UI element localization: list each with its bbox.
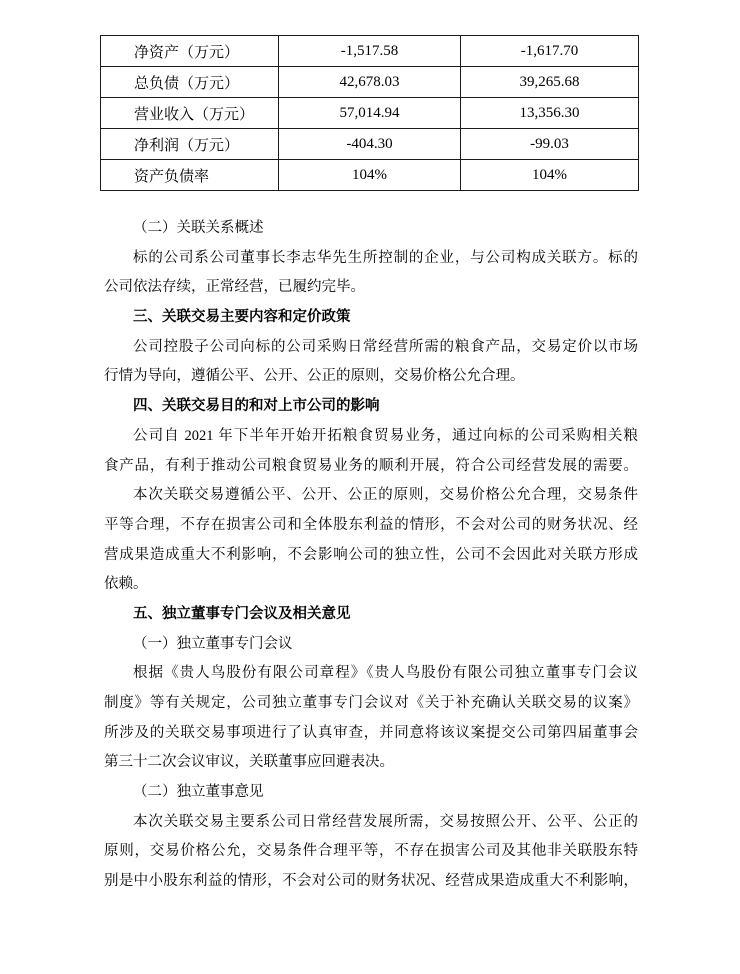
table-row: [101, 67, 639, 98]
value-cell-prior: -99.03: [461, 129, 639, 160]
text-line: 第三十二次会议审议，关联董事应回避表决。: [104, 754, 394, 771]
text-line: 根据《贵人鸟股份有限公司章程》《贵人鸟股份有限公司独立董事专门会议: [133, 665, 638, 682]
text-line: 依赖。: [104, 576, 148, 593]
sub-heading: （二）关联关系概述: [133, 220, 264, 236]
text-line: 食产品，有利于推动公司粮食贸易业务的顺利开展，符合公司经营发展的需要。: [104, 457, 638, 474]
value-cell-current: -1,517.58: [279, 36, 461, 67]
section-heading: 五、独立董事专门会议及相关意见: [133, 605, 351, 622]
text-line: 标的公司系公司董事长李志华先生所控制的企业，与公司构成关联方。标的: [133, 249, 638, 266]
value-cell-current: 104%: [279, 160, 461, 191]
table-row: [101, 129, 639, 160]
table-row: [101, 36, 639, 67]
section-heading: 三、关联交易主要内容和定价政策: [133, 309, 351, 326]
table-row: [101, 98, 639, 129]
text-line: 制度》等有关规定，公司独立董事专门会议对《关于补充确认关联交易的议案》: [104, 695, 638, 711]
financial-summary-table: [100, 35, 639, 191]
text-line: 本次关联交易主要系公司日常经营发展所需，交易按照公开、公平、公正的: [133, 813, 638, 830]
row-label-cell: 净利润（万元）: [101, 129, 279, 160]
value-cell-prior: 104%: [461, 160, 639, 191]
text-line: 行情为导向，遵循公平、公开、公正的原则，交易价格公允合理。: [104, 368, 525, 385]
text-line: 公司依法存续，正常经营，已履约完毕。: [104, 279, 365, 296]
section-heading: 四、关联交易目的和对上市公司的影响: [133, 398, 380, 415]
value-cell-current: 42,678.03: [279, 67, 461, 98]
row-label-cell: 营业收入（万元）: [101, 98, 279, 129]
text-line: 公司自 2021 年下半年开始开拓粮食贸易业务，通过向标的公司采购相关粮: [133, 427, 638, 444]
row-label-cell: 净资产（万元）: [101, 36, 279, 67]
text-line: 营成果造成重大不利影响，不会影响公司的独立性，公司不会因此对关联方形成: [104, 546, 638, 563]
table-row: [101, 160, 639, 191]
row-label-cell: 总负债（万元）: [101, 67, 279, 98]
value-cell-prior: 13,356.30: [461, 98, 639, 129]
text-line: 公司控股子公司向标的公司采购日常经营所需的粮食产品，交易定价以市场: [133, 338, 638, 355]
value-cell-current: -404.30: [279, 129, 461, 160]
value-cell-prior: -1,617.70: [461, 36, 639, 67]
text-line: 平等合理，不存在损害公司和全体股东利益的情形，不会对公司的财务状况、经: [104, 516, 638, 533]
text-line: 原则，交易价格公允，交易条件合理平等，不存在损害公司及其他非关联股东特: [104, 843, 638, 860]
document-body: [104, 214, 638, 897]
text-line: 所涉及的关联交易事项进行了认真审查，并同意将该议案提交公司第四届董事会: [104, 724, 638, 741]
value-cell-prior: 39,265.68: [461, 67, 639, 98]
row-label-cell: 资产负债率: [101, 160, 279, 191]
financial-table-body: [101, 36, 639, 191]
text-line: 本次关联交易遵循公平、公开、公正的原则，交易价格公允合理，交易条件: [133, 487, 638, 504]
sub-heading: （一）独立董事专门会议: [133, 635, 293, 652]
text-line: 别是中小股东利益的情形，不会对公司的财务状况、经营成果造成重大不利影响，: [104, 873, 638, 890]
value-cell-current: 57,014.94: [279, 98, 461, 129]
sub-heading: （二）独立董事意见: [133, 784, 264, 801]
